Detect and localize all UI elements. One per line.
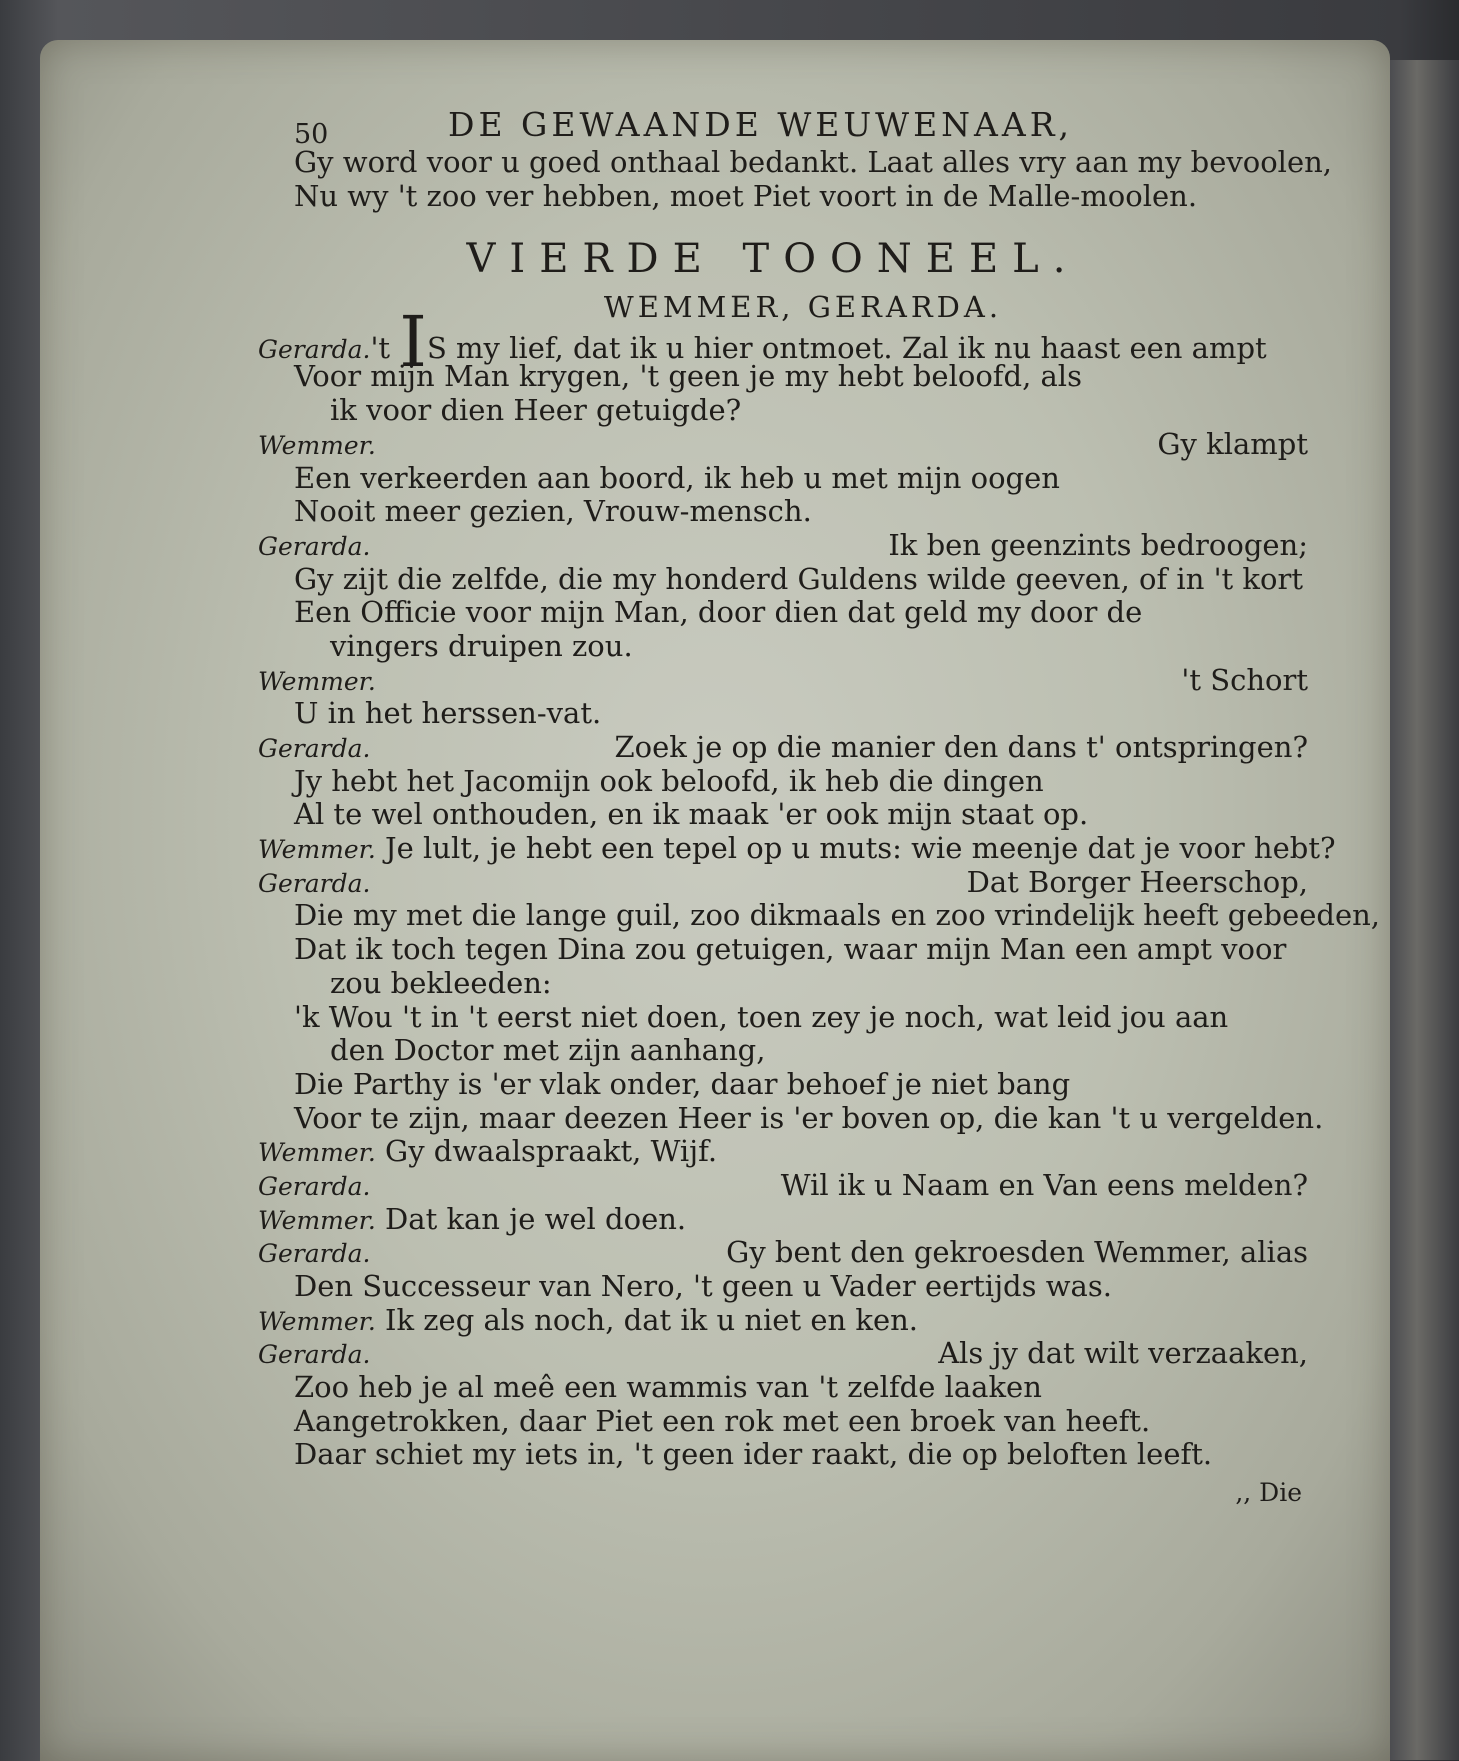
verse-line: [258, 1304, 1308, 1338]
speaker-label: Gerarda.: [258, 531, 371, 561]
verse-line: Zoo heb je al meê een wammis van 't zelfde laaken: [294, 1370, 1042, 1405]
line-text: Ik zeg als noch, dat ik u niet en ken.: [385, 1302, 919, 1337]
page-number: 50: [294, 119, 329, 150]
verse-line: [258, 731, 1308, 765]
verse-line: Daar schiet my iets in, 't geen ider raakt, die op beloften leeft.: [294, 1437, 1213, 1472]
verse-line: [258, 1169, 1308, 1203]
line-text: Als jy dat wilt verzaaken,: [938, 1336, 1308, 1371]
speaker-label: Wemmer.: [258, 1306, 376, 1336]
verse-line: Gy word voor u goed onthaal bedankt. Laat alles vry aan my bevoolen,: [294, 145, 1332, 179]
line-text: S my lief, dat ik u hier ontmoet. Zal ik nu haast een ampt: [426, 330, 1267, 365]
verse-line: [258, 1135, 1308, 1169]
verse-line: [258, 1337, 1308, 1371]
verse-line: [258, 1236, 1308, 1270]
running-title: DE GEWAANDE WEUWENAAR,: [448, 105, 1074, 144]
verse-line: U in het herssen-vat.: [294, 696, 602, 731]
line-text: Zoek je op die manier den dans t' ontspringen?: [614, 730, 1308, 765]
line-prefix: 't: [370, 330, 400, 365]
verse-line: Nu wy 't zoo ver hebben, moet Piet voort in de Malle-moolen.: [294, 178, 1198, 213]
verse-line: Dat ik toch tegen Dina zou getuigen, waar mijn Man een ampt voor: [294, 932, 1287, 967]
speaker-label: Gerarda.: [258, 1239, 371, 1269]
verse-line: vingers druipen zou.: [330, 628, 633, 663]
line-text: Ik ben geenzints bedroogen;: [888, 527, 1308, 562]
speaker-label: Gerarda.: [258, 334, 371, 364]
dramatis-personae: WEMMER, GERARDA.: [603, 290, 1003, 325]
line-text: Gy bent den gekroesden Wemmer, alias: [726, 1235, 1308, 1270]
verse-line: Jy hebt het Jacomijn ook beloofd, ik heb die dingen: [294, 763, 1044, 798]
speaker-label: Wemmer.: [258, 1138, 376, 1168]
verse-line: zou bekleeden:: [330, 965, 552, 1000]
verse-line: [258, 529, 1308, 563]
verse-line: Een verkeerden aan boord, ik heb u met mijn oogen: [294, 460, 1060, 495]
verse-line: [258, 664, 1308, 698]
line-text: 't Schort: [1181, 662, 1308, 697]
verse-line: Voor mijn Man krygen, 't geen je my hebt beloofd, als: [294, 359, 1082, 394]
verse-line: den Doctor met zijn aanhang,: [330, 1033, 766, 1068]
verse-line: Voor te zijn, maar deezen Heer is 'er boven op, die kan 't u vergelden.: [294, 1100, 1324, 1135]
speaker-label: Gerarda.: [258, 734, 371, 764]
verse-line: Gy zijt die zelfde, die my honderd Guldens wilde geeven, of in 't kort: [294, 561, 1303, 596]
verse-line: [258, 866, 1308, 900]
speaker-label: Gerarda.: [258, 868, 371, 898]
verse-line: Al te wel onthouden, en ik maak 'er ook mijn staat op.: [294, 797, 1089, 832]
verse-line: Een Officie voor mijn Man, door dien dat geld my door de: [294, 595, 1143, 630]
verse-line: Aangetrokken, daar Piet een rok met een broek van heeft.: [294, 1403, 1151, 1438]
verse-line: 'k Wou 't in 't eerst niet doen, toen zey je noch, wat leid jou aan: [294, 999, 1229, 1034]
speaker-label: Wemmer.: [258, 430, 376, 460]
line-text: Wil ik u Naam en Van eens melden?: [780, 1167, 1308, 1202]
line-text: Gy dwaalspraakt, Wijf.: [385, 1134, 718, 1169]
speaker-label: Gerarda.: [258, 1340, 371, 1370]
catchword: ,, Die: [1235, 1478, 1302, 1508]
speaker-label: Wemmer.: [258, 835, 376, 865]
page-text: [258, 105, 1381, 1510]
line-text: Dat Borger Heerschop,: [966, 864, 1308, 899]
verse-line: Nooit meer gezien, Vrouw-mensch.: [294, 494, 812, 529]
page-header: [258, 105, 1308, 150]
verse-line: [258, 831, 1336, 866]
line-text: Dat kan je wel doen.: [385, 1201, 687, 1236]
speaker-label: Gerarda.: [258, 1171, 371, 1201]
speaker-label: Wemmer.: [258, 666, 376, 696]
line-text: Je lult, je hebt een tepel op u muts: wie meenje dat je voor hebt?: [385, 831, 1336, 866]
verse-line: Die Parthy is 'er vlak onder, daar behoef je niet bang: [294, 1066, 1071, 1101]
scene-title: VIERDE TOONEEL.: [466, 236, 1080, 283]
verse-line: Die my met die lange guil, zoo dikmaals en zoo vrindelijk heeft gebeeden,: [294, 898, 1381, 933]
verse-line: ik voor dien Heer getuigde?: [330, 393, 742, 428]
verse-line: [258, 1203, 1308, 1237]
verse-line: [258, 428, 1308, 462]
drop-cap: I: [399, 300, 427, 383]
verse-line: Den Successeur van Nero, 't geen u Vader eertijds was.: [294, 1269, 1112, 1304]
speaker-label: Wemmer.: [258, 1205, 376, 1235]
book-fore-edge: [1389, 60, 1459, 1760]
line-text: Gy klampt: [1157, 426, 1308, 461]
